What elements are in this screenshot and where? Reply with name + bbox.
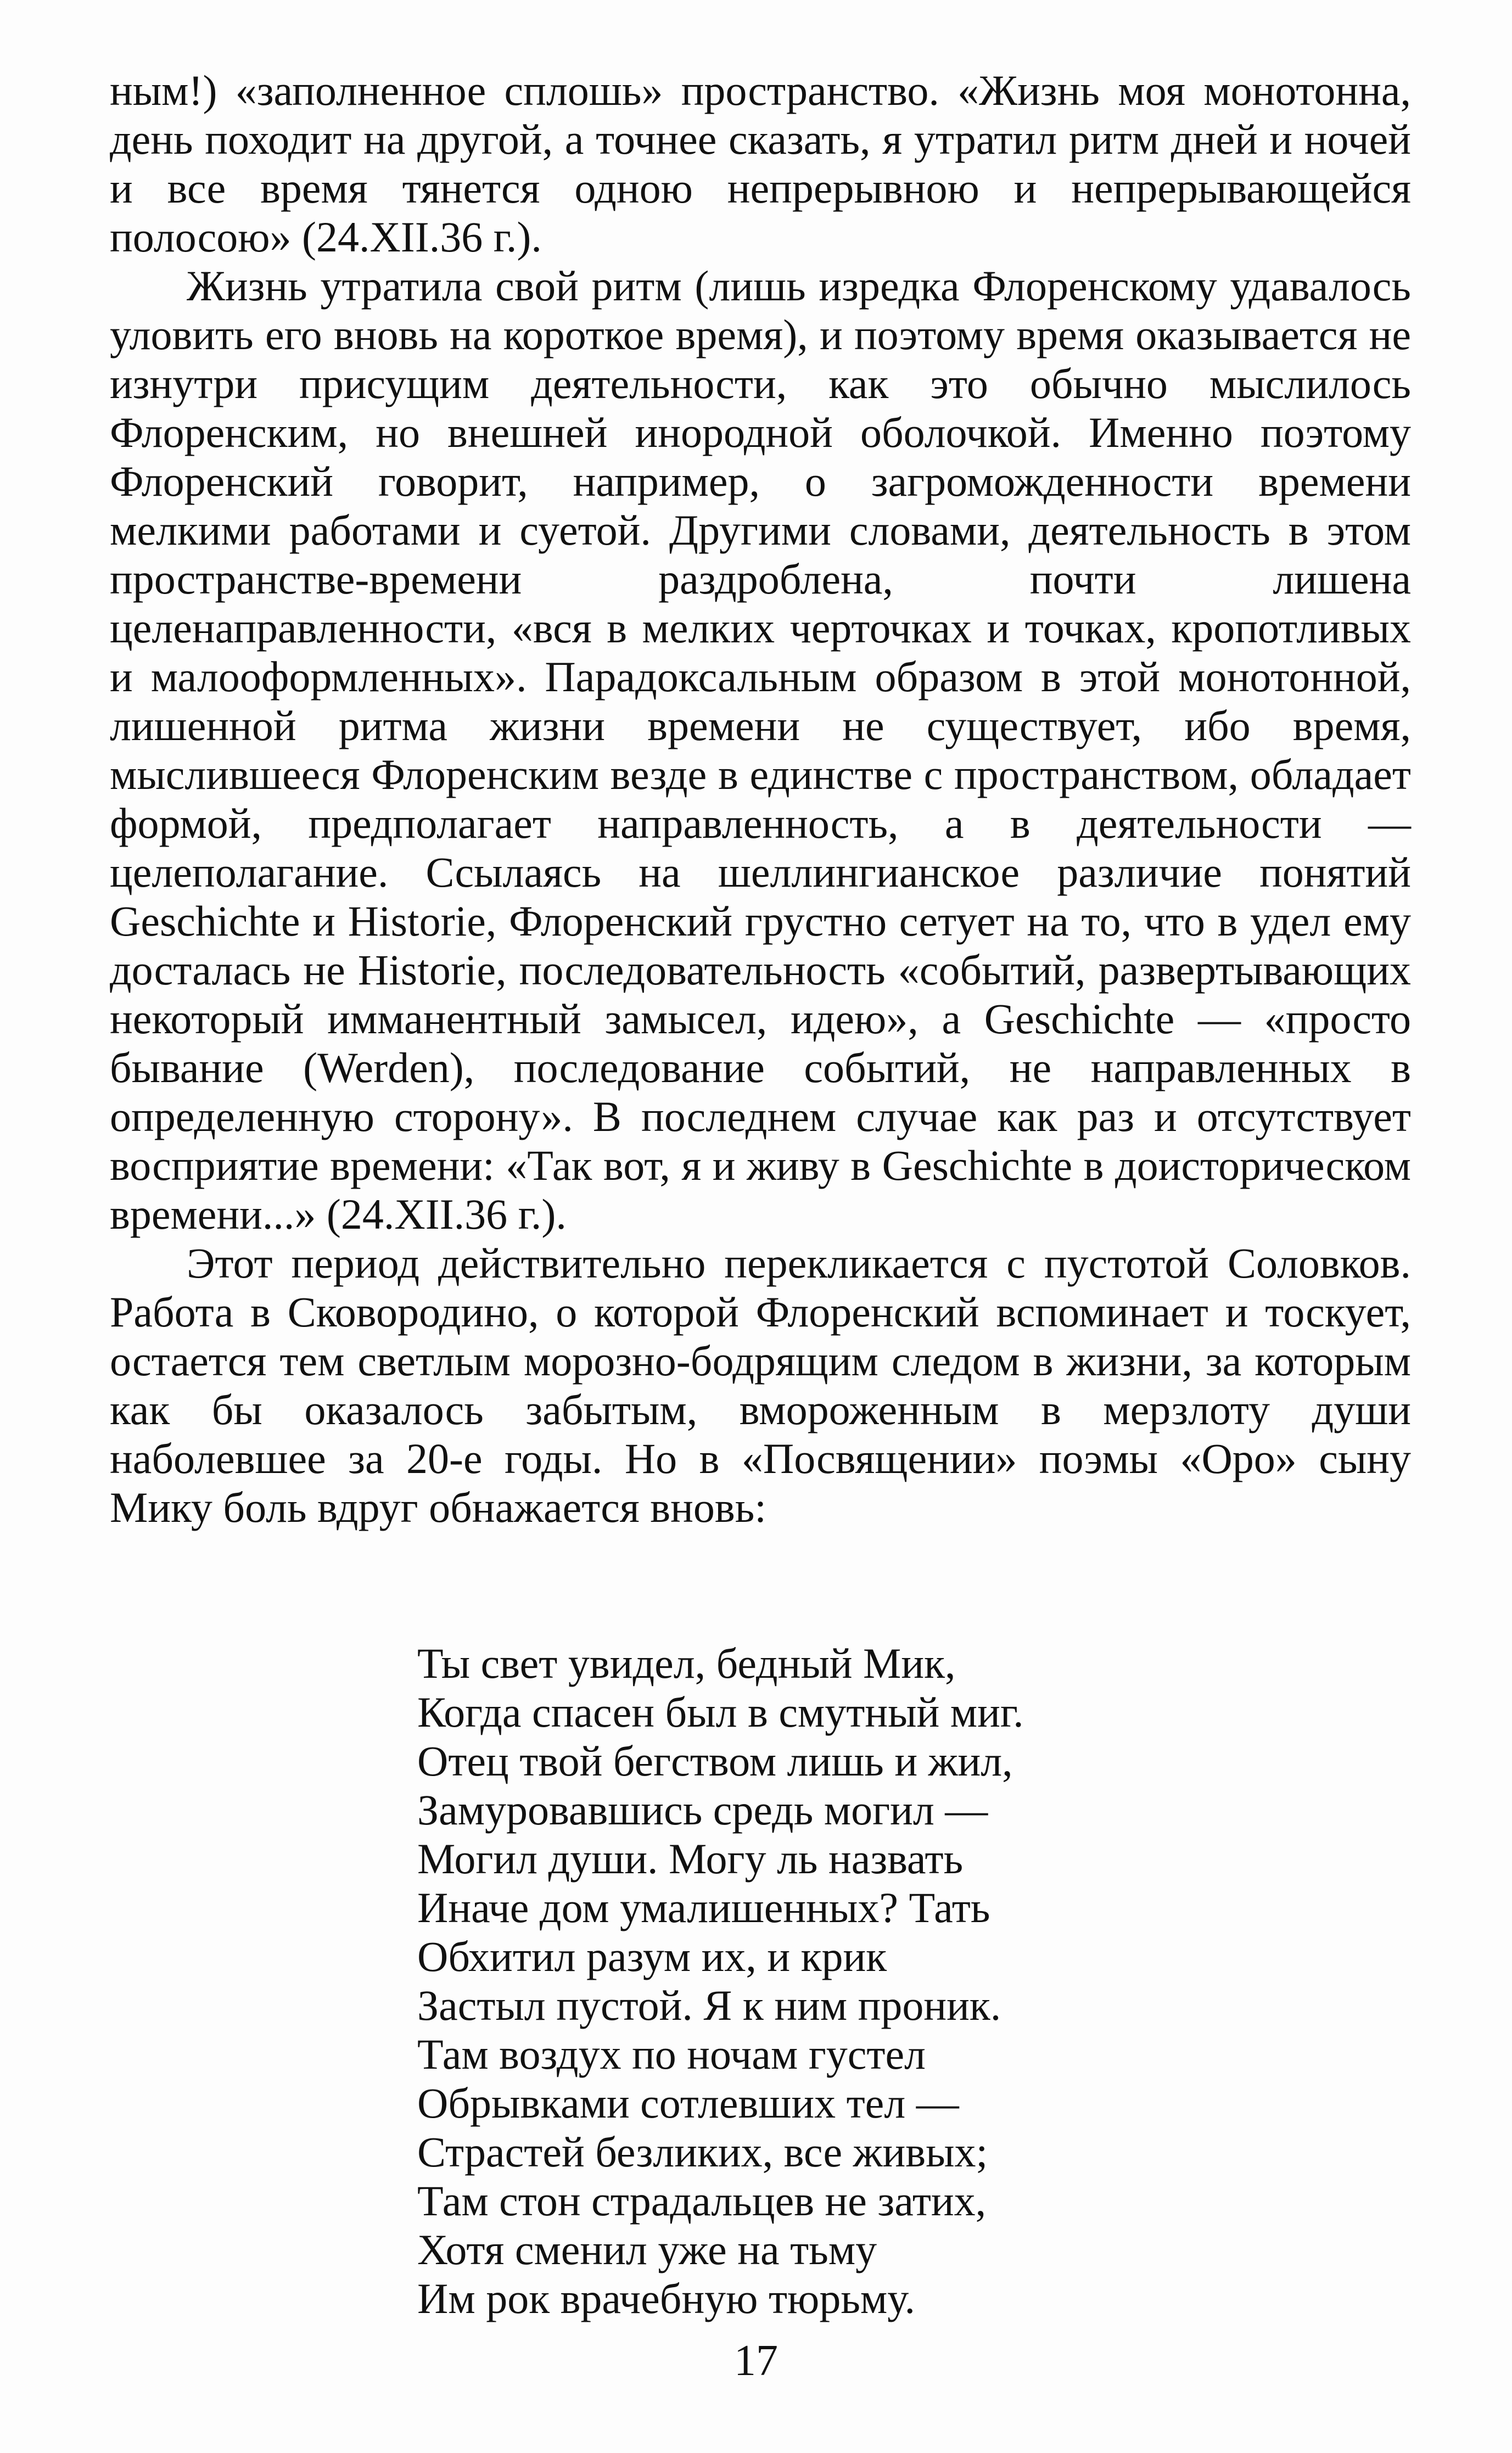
poem-line: Им рок врачебную тюрьму. [417, 2275, 915, 2322]
poem-line: Там стон страдальцев не затих, [417, 2177, 987, 2225]
poem-line: Обхитил разум их, и крик [417, 1933, 887, 1980]
body-text [110, 66, 1411, 1532]
poem-line: Ты свет увидел, бедный Мик, [417, 1639, 956, 1687]
poem-line: Могил души. Могу ль назвать [417, 1835, 964, 1883]
paragraph-2: Жизнь утратила свой ритм (лишь изредка Флоренскому удавалось уловить его вновь на короткое время), и поэтому время оказывается не изнутри присущим деятельности, как это обычно мыслилось Флоренским, но внешней инородной оболочкой. Именно поэтому Флоренский говорит, например, о загроможденности времени мелкими работами и суетой. Другими словами, деятельность в этом пространстве-времени раздроблена, почти лишена целенаправленности, «вся в мелких черточках и точках, кропотливых и малооформленных». Парадоксальным образом в этой монотонной, лишенной ритма жизни времени не существует, ибо время, мыслившееся Флоренским везде в единстве с пространством, обладает формой, предполагает направленность, а в деятельности — целеполагание. Ссылаясь на шеллингианское различие понятий Geschichte и Historie, Флоренский грустно сетует на то, что в удел ему досталась не Historie, последовательность «событий, развертывающих некоторый имманентный замысел, идею», а Geschichte — «просто бывание (Werden), последование событий, не направленных в определенную сторону». В последнем случае как раз и отсутствует восприятие времени: «Так вот, я и живу в Geschichte в доисторическом времени...» (24.XII.36 г.). [110, 262, 1411, 1238]
paragraph-3: Этот период действительно перекликается с пустотой Соловков. Работа в Сковородино, о которой Флоренский вспоминает и тоскует, остается тем светлым морозно-бодрящим следом в жизни, за которым как бы оказалось забытым, вмороженным в мерзлоту души наболевшее за 20-е годы. Но в «Посвящении» поэмы «Оро» сыну Мику боль вдруг обнажается вновь: [110, 1239, 1411, 1531]
poem-dedication [417, 1639, 1241, 2323]
poem-line: Когда спасен был в смутный миг. [417, 1688, 1024, 1736]
poem-line: Замуровавшись средь могил — [417, 1786, 988, 1834]
poem-line: Отец твой бегством лишь и жил, [417, 1737, 1013, 1785]
paragraph-1: ным!) «заполненное сплошь» пространство. «Жизнь моя монотонна, день походит на другой, а точнее сказать, я утратил ритм дней и ночей и все время тянется одною непрерывною и непрерывающейся полосою» (24.XII.36 г.). [110, 66, 1411, 261]
poem-line: Застыл пустой. Я к ним проник. [417, 1981, 1001, 2029]
poem-line: Там воздух по ночам густел [417, 2030, 926, 2078]
poem-line: Хотя сменил уже на тьму [417, 2226, 877, 2273]
poem-line: Страстей безликих, все живых; [417, 2128, 988, 2176]
page-number: 17 [734, 2337, 778, 2385]
poem-line: Обрывками сотлевших тел — [417, 2079, 959, 2127]
poem-line: Иначе дом умалишенных? Тать [417, 1884, 990, 1931]
